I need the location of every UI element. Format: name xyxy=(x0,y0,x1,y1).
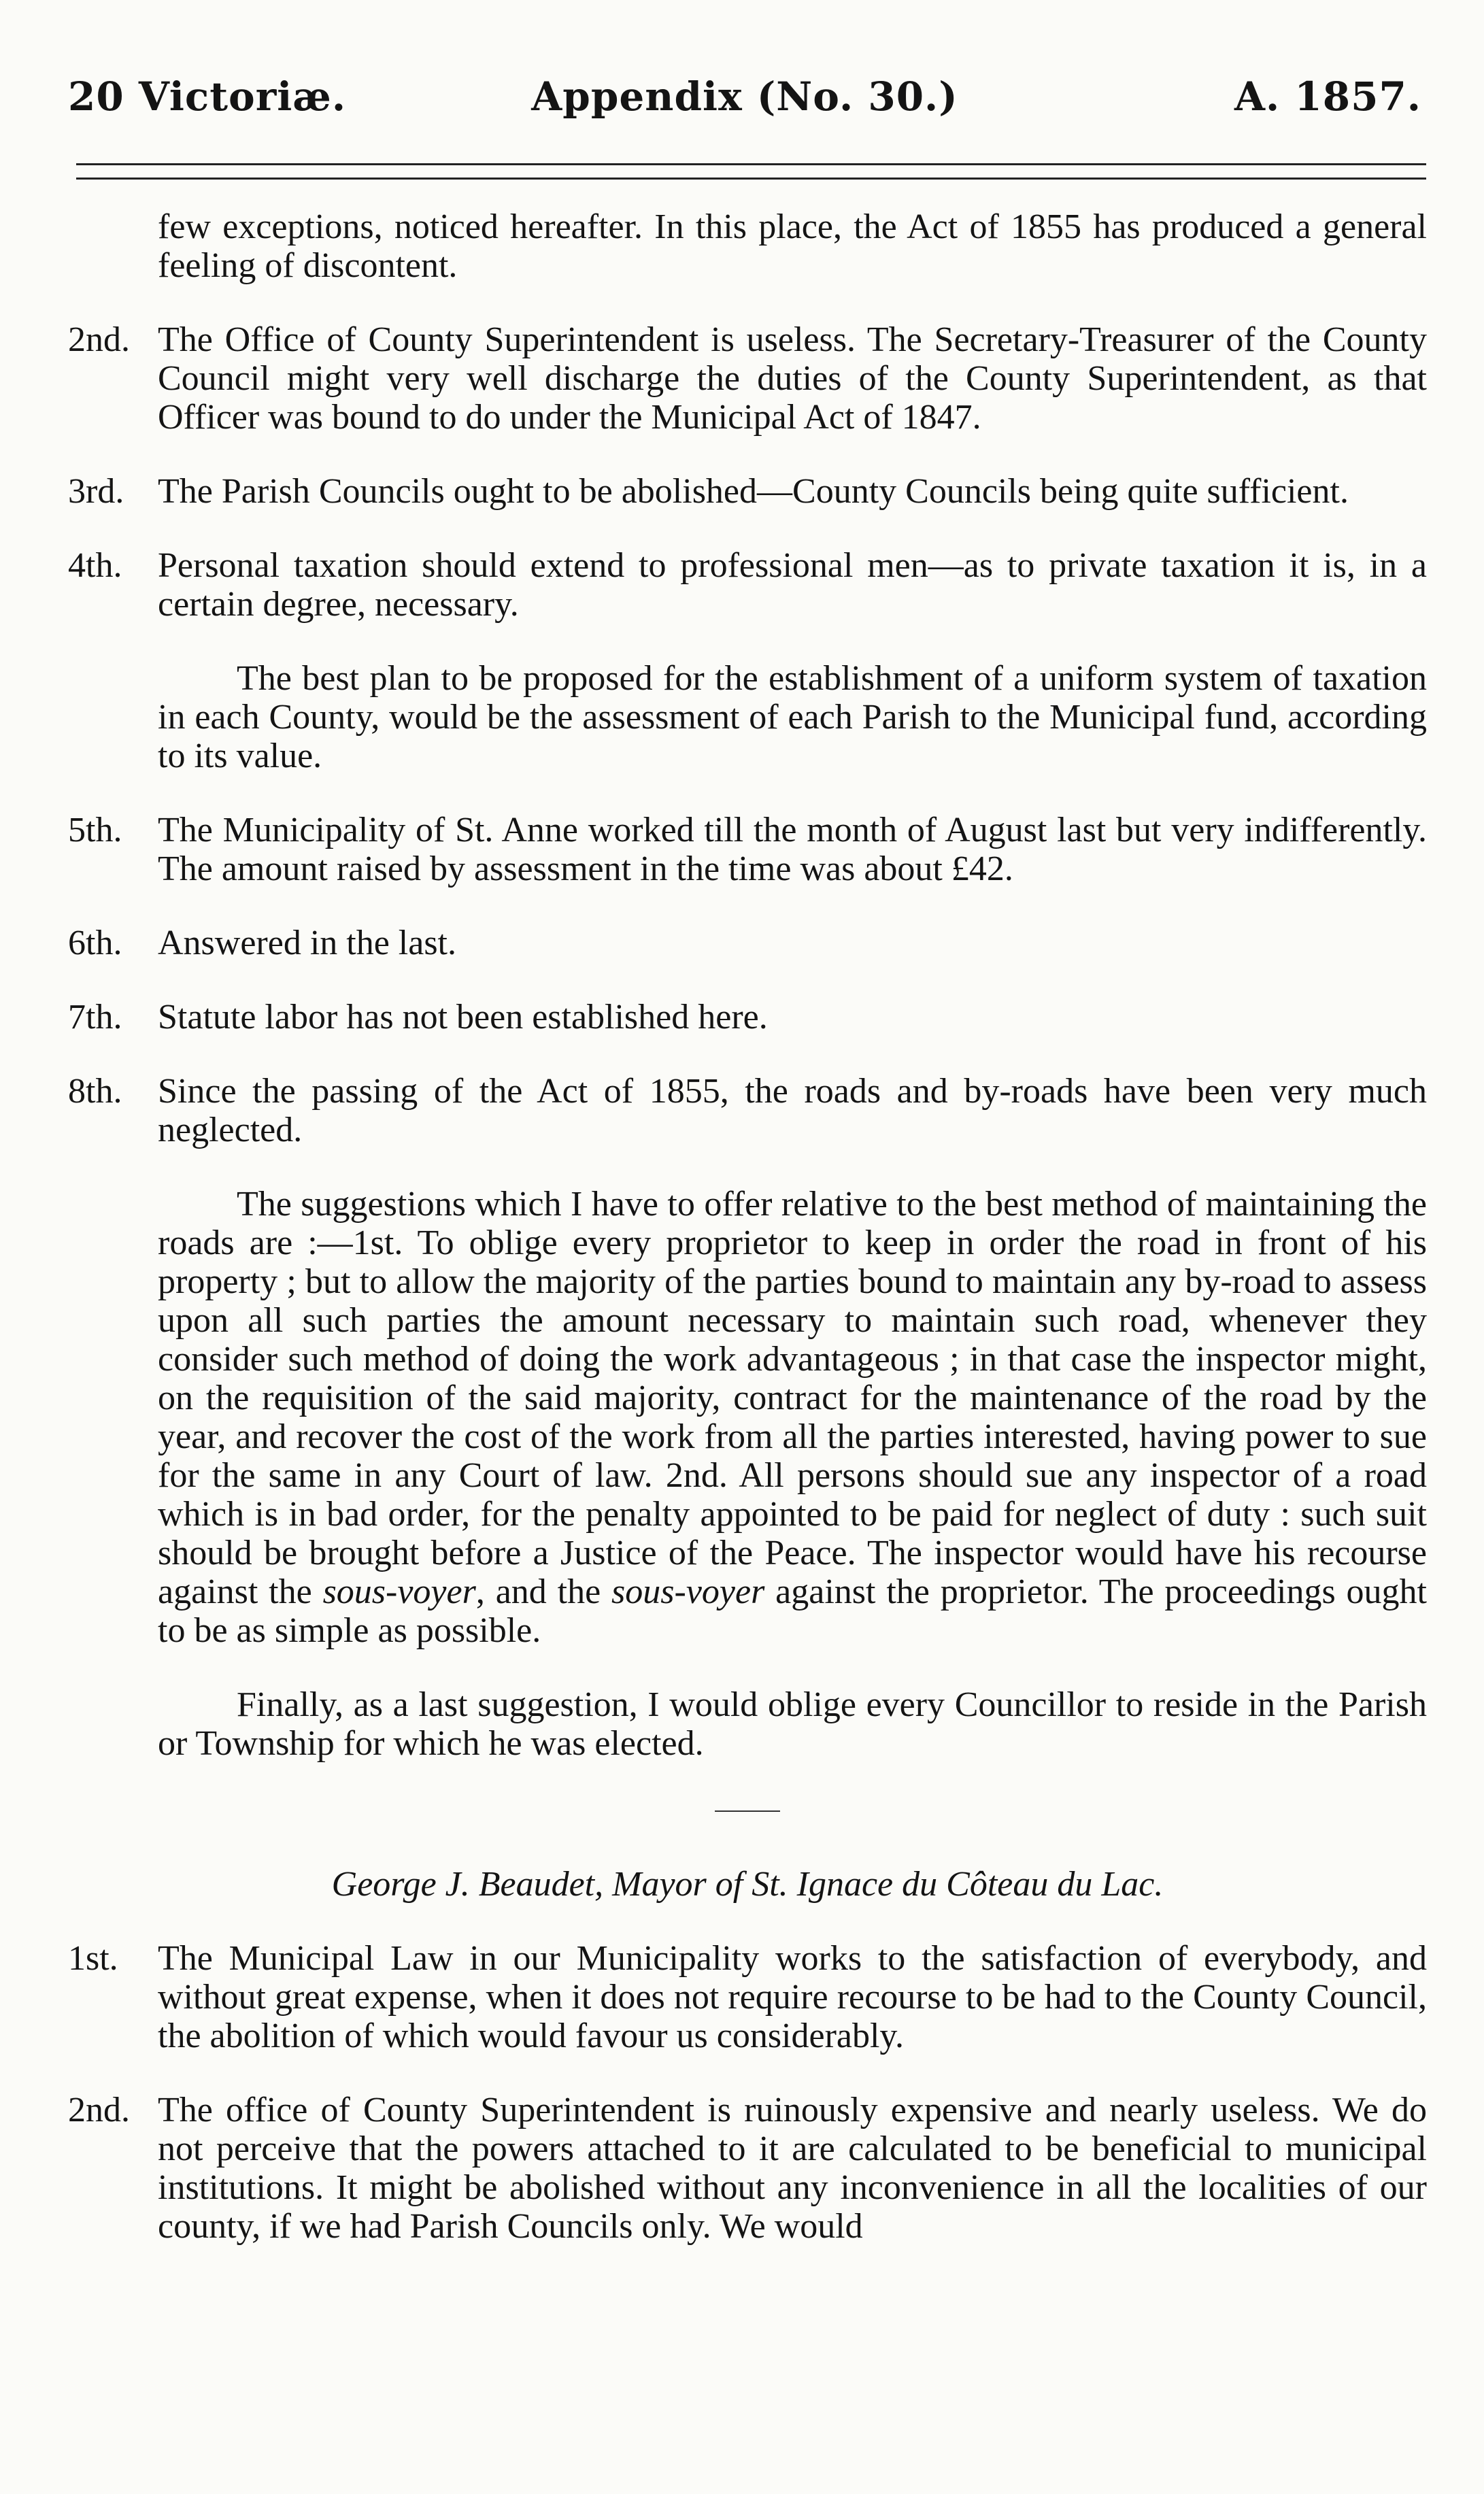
item-text: Personal taxation should extend to professional men—as to private taxation it is, in a certain degree, necessary. xyxy=(158,546,1427,624)
item-number: 2nd. xyxy=(68,320,130,359)
item-text: Statute labor has not been established here. xyxy=(158,998,768,1037)
continued-paragraph: few exceptions, noticed hereafter. In this place, the Act of 1855 has produced a general feeling of discontent. xyxy=(158,207,1427,285)
main-text xyxy=(68,207,1427,2281)
answer-item-6th xyxy=(68,924,1427,962)
header-year: A. 1857. xyxy=(1234,73,1421,120)
final-suggestion-paragraph: Finally, as a last suggestion, I would oblige every Councillor to reside in the Parish or Township for which he was elected. xyxy=(158,1685,1427,1763)
roads-term-sous-voyer: sous-voyer xyxy=(322,1572,476,1611)
roads-term-sous-voyer: sous-voyer xyxy=(611,1572,765,1611)
item-number: 3rd. xyxy=(68,472,124,511)
item-text: The Municipal Law in our Municipality works to the satisfaction of everybody, and without great expense, when it does not require recourse to be had to the County Council, the abolition of which would favour us considerably. xyxy=(158,1939,1427,2055)
item-text: The Parish Councils ought to be abolished—County Councils being quite sufficient. xyxy=(158,472,1349,511)
header-session: 20 Victoriæ. xyxy=(68,73,347,120)
header-double-rule xyxy=(76,163,1426,180)
roads-text-part-1: The suggestions which I have to offer relative to the best method of maintaining the roads are :—1st. To oblige every proprietor to keep in order the road in front of his property ; but to allow the majority of the parties bound to maintain any by-road to assess upon all such parties the amount necessary to maintain such road, whenever they consider such method of doing the work advantageous ; in that case the inspector might, on the requisition of the said majority, contract for the maintenance of the road by the year, and recover the cost of the work from all the parties interested, having power to sue for the same in any Court of law. 2nd. All persons should sue any inspector of a road which is in bad order, for the penalty appointed to be paid for neglect of duty : such suit should be brought before a Justice of the Peace. The inspector would have his recourse against the xyxy=(158,1185,1427,1611)
item-text: The Office of County Superintendent is useless. The Secretary-Treasurer of the County Council might very well discharge the duties of the County Superintendent, as that Officer was bound to do under the Municipal Act of 1847. xyxy=(158,320,1427,437)
item-number: 6th. xyxy=(68,924,122,962)
roads-text-part-2: , and the xyxy=(475,1572,612,1611)
item-number: 7th. xyxy=(68,998,122,1037)
respondent-heading: George J. Beaudet, Mayor of St. Ignace du Côteau du Lac. xyxy=(331,1865,1164,1904)
item-text: Answered in the last. xyxy=(158,924,457,962)
item-number: 2nd. xyxy=(68,2091,130,2129)
item-number: 8th. xyxy=(68,1072,122,1111)
running-header xyxy=(68,73,1421,135)
header-appendix: Appendix (No. 30.) xyxy=(531,73,958,120)
item-number: 5th. xyxy=(68,811,122,849)
item-number: 1st. xyxy=(68,1939,118,1978)
roads-suggestions-paragraph xyxy=(68,1185,1427,1650)
roads-text-part-3: against the proprietor. The proceedings ought to be as simple as possible. xyxy=(158,1572,1427,1650)
answer-item-7th xyxy=(68,998,1427,1037)
answer-item-1st xyxy=(68,1939,1427,2055)
section-divider xyxy=(715,1810,780,1812)
item-text: Since the passing of the Act of 1855, the roads and by-roads have been very much neglected. xyxy=(158,1072,1427,1149)
answer-item-3rd xyxy=(68,472,1427,511)
answer-item-5th xyxy=(68,811,1427,888)
answer-item-4th xyxy=(68,546,1427,624)
answer-item-2nd xyxy=(68,2091,1427,2246)
answer-item-2nd xyxy=(68,320,1427,437)
item-number: 4th. xyxy=(68,546,122,585)
item-text: The office of County Superintendent is ruinously expensive and nearly useless. We do not perceive that the powers attached to it are calculated to be beneficial to municipal institutions. It might be abolished without any inconvenience in all the localities of our county, if we had Parish Councils only. We would xyxy=(158,2091,1427,2246)
taxation-paragraph: The best plan to be proposed for the establishment of a uniform system of taxation in each County, would be the assessment of each Parish to the Municipal fund, according to its value. xyxy=(158,659,1427,775)
answer-item-8th xyxy=(68,1072,1427,1149)
item-text: The Municipality of St. Anne worked till the month of August last but very indifferently. The amount raised by assessment in the time was about £42. xyxy=(158,811,1427,888)
